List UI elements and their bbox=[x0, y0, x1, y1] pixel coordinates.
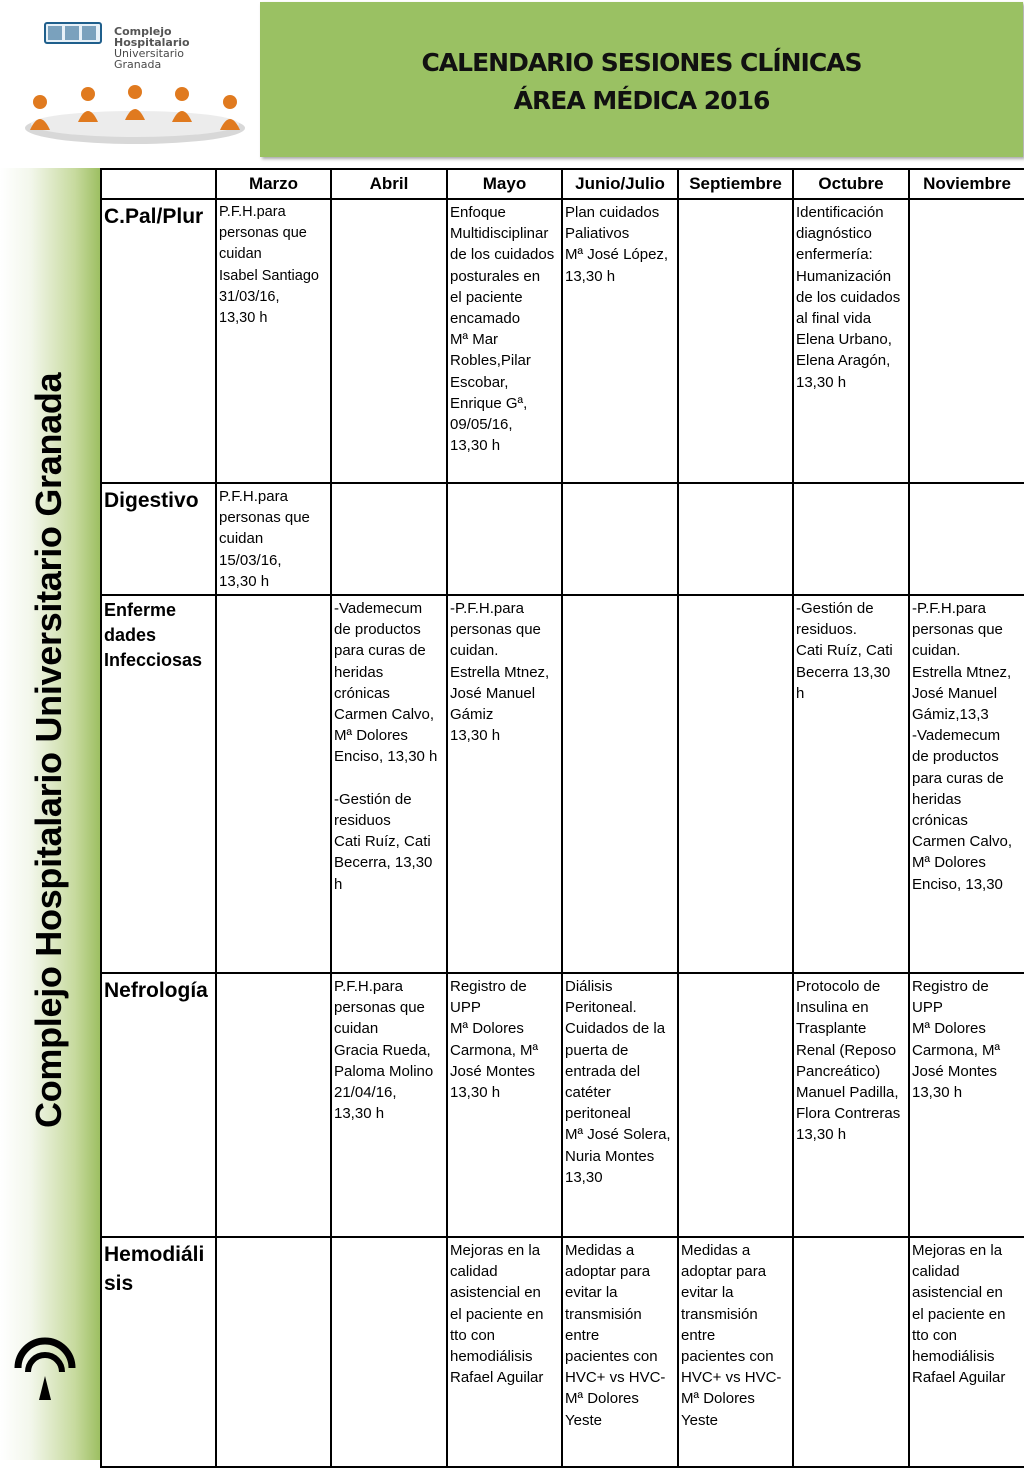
table-cell: Mejoras en la calidad asistencial en el paciente en tto con hemodiálisis Rafael Aguilar bbox=[447, 1237, 562, 1467]
table-cell: P.F.H.para personas que cuidan 15/03/16, 13,30 h bbox=[216, 483, 331, 595]
table-cell: -P.F.H.para personas que cuidan. Estrella Mtnez, José Manuel Gámiz,13,3 -Vademecum de productos para curas de heridas crónicas Carmen Calvo, Mª Dolores Enciso, 13,30 bbox=[909, 595, 1024, 973]
junta-logo-icon bbox=[10, 1330, 80, 1405]
table-header-row bbox=[101, 169, 1024, 199]
hospital-logo-text bbox=[114, 26, 190, 70]
table-cell bbox=[678, 973, 793, 1237]
table-cell bbox=[216, 973, 331, 1237]
table-cell bbox=[678, 483, 793, 595]
table-cell: P.F.H.para personas que cuidan Gracia Rueda, Paloma Molino 21/04/16, 13,30 h bbox=[331, 973, 447, 1237]
column-header: Septiembre bbox=[678, 169, 793, 199]
table-row bbox=[101, 595, 1024, 973]
header-corner-cell bbox=[101, 169, 216, 199]
table-cell: P.F.H.para personas que cuidan Isabel Santiago 31/03/16, 13,30 h bbox=[216, 199, 331, 483]
table-cell bbox=[562, 595, 678, 973]
table-cell bbox=[331, 199, 447, 483]
table-cell: Registro de UPP Mª Dolores Carmona, Mª José Montes 13,30 h bbox=[447, 973, 562, 1237]
row-label: Nefrología bbox=[101, 973, 216, 1237]
table-cell: Enfoque Multidisciplinar de los cuidados posturales en el paciente encamado Mª Mar Robles,Pilar Escobar, Enrique Gª, 09/05/16, 13,30 h bbox=[447, 199, 562, 483]
column-header: Octubre bbox=[793, 169, 909, 199]
logo-line-3: Universitario bbox=[114, 47, 185, 60]
table-cell: Mejoras en la calidad asistencial en el paciente en tto con hemodiálisis Rafael Aguilar bbox=[909, 1237, 1024, 1467]
table-cell: -Gestión de residuos. Cati Ruíz, Cati Becerra 13,30 h bbox=[793, 595, 909, 973]
table-cell bbox=[793, 1237, 909, 1467]
table-row bbox=[101, 973, 1024, 1237]
page-title bbox=[260, 44, 1023, 120]
table-cell bbox=[331, 1237, 447, 1467]
table-cell: Identificación diagnóstico enfermería: Humanización de los cuidados al final vida Elena Urbano, Elena Aragón, 13,30 h bbox=[793, 199, 909, 483]
logo-line-2: Hospitalario bbox=[114, 36, 190, 49]
table-cell bbox=[331, 483, 447, 595]
table-cell bbox=[793, 483, 909, 595]
table-row bbox=[101, 483, 1024, 595]
row-label: Hemodiáli sis bbox=[101, 1237, 216, 1467]
table-row bbox=[101, 1237, 1024, 1467]
table-cell: -P.F.H.para personas que cuidan. Estrella Mtnez, José Manuel Gámiz 13,30 h bbox=[447, 595, 562, 973]
title-line-2: ÁREA MÉDICA 2016 bbox=[513, 86, 770, 115]
sidebar-vertical-title: Complejo Hospitalario Universitario Granada bbox=[28, 372, 69, 1128]
table-row bbox=[101, 199, 1024, 483]
column-header: Abril bbox=[331, 169, 447, 199]
table-cell: Registro de UPP Mª Dolores Carmona, Mª José Montes 13,30 h bbox=[909, 973, 1024, 1237]
table-cell: Medidas a adoptar para evitar la transmisión entre pacientes con HVC+ vs HVC- Mª Dolores Yeste bbox=[562, 1237, 678, 1467]
table-cell bbox=[909, 199, 1024, 483]
table-cell bbox=[678, 595, 793, 973]
hospital-emblem-icon bbox=[44, 22, 102, 44]
table-cell bbox=[216, 1237, 331, 1467]
logo-line-1: Complejo bbox=[114, 25, 172, 38]
row-label: Enferme dades Infecciosas bbox=[101, 595, 216, 973]
table-cell bbox=[216, 595, 331, 973]
logo-line-4: Granada bbox=[114, 58, 162, 71]
column-header: Mayo bbox=[447, 169, 562, 199]
column-header: Marzo bbox=[216, 169, 331, 199]
table-cell: Diálisis Peritoneal. Cuidados de la puerta de entrada del catéter peritoneal Mª José Solera, Nuria Montes 13,30 bbox=[562, 973, 678, 1237]
sessions-calendar-table bbox=[100, 168, 1024, 1468]
table-cell bbox=[562, 483, 678, 595]
title-line-1: CALENDARIO SESIONES CLÍNICAS bbox=[421, 48, 862, 77]
table-cell: -Vademecum de productos para curas de heridas crónicas Carmen Calvo, Mª Dolores Enciso, 13,30 h -Gestión de residuos Cati Ruíz, Cati Becerra, 13,30 h bbox=[331, 595, 447, 973]
table-cell bbox=[678, 199, 793, 483]
table-cell bbox=[447, 483, 562, 595]
column-header: Junio/Julio bbox=[562, 169, 678, 199]
table-cell bbox=[909, 483, 1024, 595]
table-cell: Protocolo de Insulina en Trasplante Renal (Reposo Pancreático) Manuel Padilla, Flora Contreras 13,30 h bbox=[793, 973, 909, 1237]
meeting-illustration-icon bbox=[10, 80, 260, 150]
hospital-logo-area bbox=[0, 0, 262, 160]
table-cell: Plan cuidados Paliativos Mª José López, 13,30 h bbox=[562, 199, 678, 483]
table-cell: Medidas a adoptar para evitar la transmisión entre pacientes con HVC+ vs HVC- Mª Dolores Yeste bbox=[678, 1237, 793, 1467]
row-label: Digestivo bbox=[101, 483, 216, 595]
column-header: Noviembre bbox=[909, 169, 1024, 199]
row-label: C.Pal/Plur bbox=[101, 199, 216, 483]
